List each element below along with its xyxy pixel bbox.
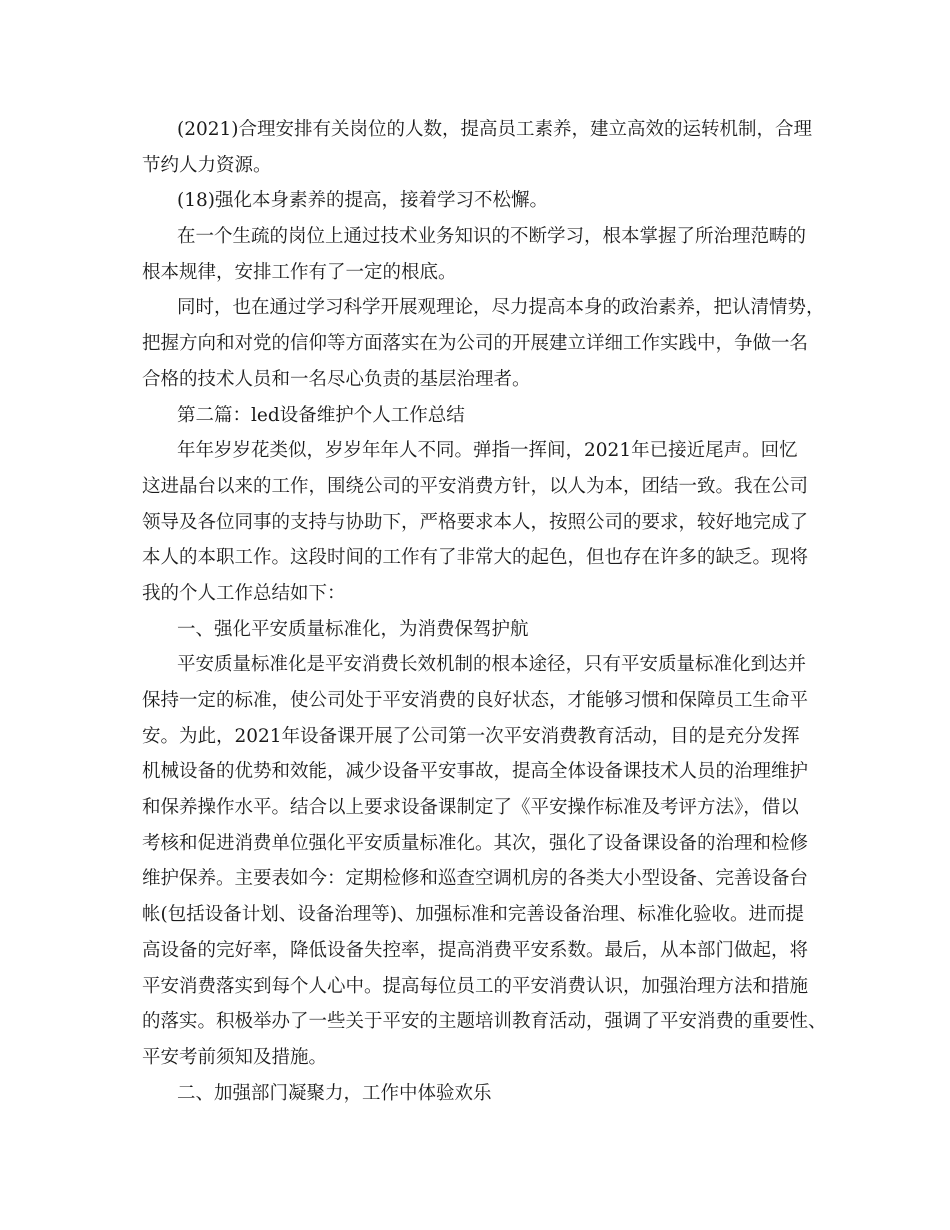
text-line: 考核和促进消费单位强化平安质量标准化。其次，强化了设备课设备的治理和检修 (142, 832, 809, 854)
text-line: 平安消费落实到每个人心中。提高每位员工的平安消费认识，加强治理方法和措施 (142, 975, 809, 997)
section-heading: 第二篇：led设备维护个人工作总结 (177, 404, 465, 426)
text-line: 机械设备的优势和效能，减少设备平安事故，提高全体设备课技术人员的治理维护 (142, 761, 809, 783)
section-heading: 二、加强部门凝聚力，工作中体验欢乐 (177, 1082, 492, 1104)
document-body (142, 112, 827, 1111)
text-line: (2021)合理安排有关岗位的人数，提高员工素养，建立高效的运转机制，合理 (177, 119, 813, 140)
text-line: 和保养操作水平。结合以上要求设备课制定了《平安操作标准及考评方法》，借以 (142, 797, 799, 819)
text-line: 领导及各位同事的支持与协助下，严格要求本人，按照公司的要求，较好地完成了 (142, 511, 809, 533)
text-line: 维护保养。主要表如今：定期检修和巡查空调机房的各类大小型设备、完善设备台 (142, 868, 809, 890)
section-heading: 一、强化平安质量标准化，为消费保驾护航 (177, 618, 529, 640)
text-line: (18)强化本身素养的提高，接着学习不松懈。 (177, 190, 548, 212)
text-line: 节约人力资源。 (142, 154, 272, 176)
text-line: 这进晶台以来的工作，围绕公司的平安消费方针，以人为本，团结一致。我在公司 (142, 475, 809, 497)
text-line: 本人的本职工作。这段时间的工作有了非常大的起色，但也存在许多的缺乏。现将 (142, 547, 809, 569)
text-line: 同时，也在通过学习科学开展观理论，尽力提高本身的政治素养，把认清情势， (177, 297, 825, 319)
text-line: 合格的技术人员和一名尽心负责的基层治理者。 (142, 368, 531, 390)
text-line: 平安质量标准化是平安消费长效机制的根本途径，只有平安质量标准化到达并 (177, 654, 807, 676)
text-line: 安。为此，2021年设备课开展了公司第一次平安消费教育活动，目的是充分发挥 (142, 725, 800, 747)
text-line: 帐(包括设备计划、设备治理等)、加强标准和完善设备治理、标准化验收。进而提 (142, 904, 804, 926)
text-line: 保持一定的标准，使公司处于平安消费的良好状态，才能够习惯和保障员工生命平 (142, 690, 809, 711)
text-line: 的落实。积极举办了一些关于平安的主题培训教育活动，强调了平安消费的重要性、 (142, 1011, 827, 1033)
text-line: 我的个人工作总结如下： (142, 582, 346, 604)
text-line: 平安考前须知及措施。 (142, 1046, 328, 1068)
text-line: 年年岁岁花类似，岁岁年年人不同。弹指一挥间，2021年已接近尾声。回忆 (177, 440, 798, 462)
text-line: 在一个生疏的岗位上通过技术业务知识的不断学习，根本掌握了所治理范畴的 (177, 226, 807, 248)
text-line: 把握方向和对党的信仰等方面落实在为公司的开展建立详细工作实践中，争做一名 (142, 333, 809, 355)
text-line: 高设备的完好率，降低设备失控率，提高消费平安系数。最后，从本部门做起，将 (142, 939, 809, 961)
text-line: 根本规律，安排工作有了一定的根底。 (142, 261, 457, 283)
